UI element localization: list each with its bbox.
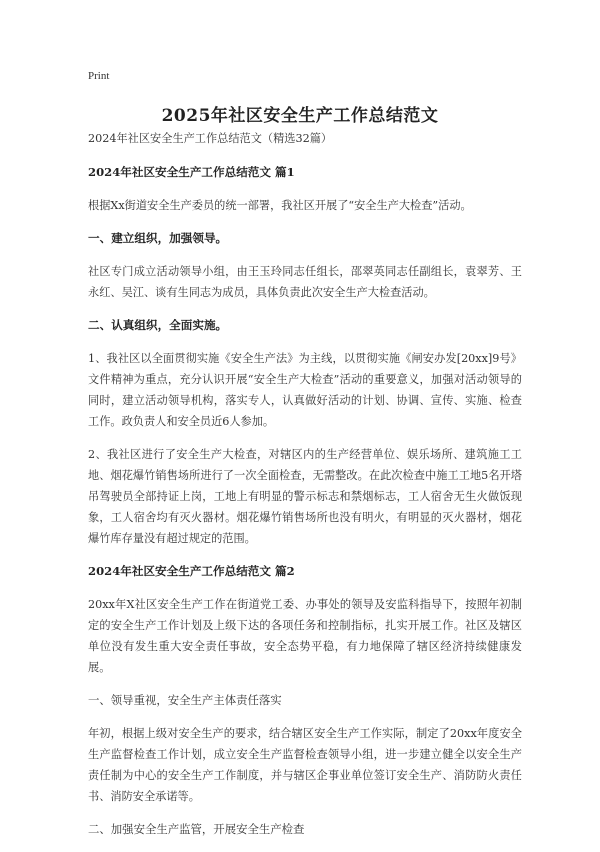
article2-heading: 2024年社区安全生产工作总结范文 篇2 <box>88 564 295 578</box>
article2-section1-text: 年初，根据上级对安全生产的要求，结合辖区安全生产工作实际，制定了20xx年度安全生产监督检查工作计划，成立安全生产监督检查领导小组，进一步建立健全以安全生产责任制为中心的安全生产工作制度，并与辖区企事业单位签订安全生产、消防防火责任书、消防安全承诺等。 <box>88 727 522 803</box>
article2-section2-heading: 二、加强安全生产监管，开展安全生产检查 <box>88 822 305 836</box>
print-link[interactable]: Print <box>88 70 110 82</box>
article1-section1-text: 社区专门成立活动领导小组，由王玉玲同志任组长，邵翠英同志任副组长，袁翠芳、王永红、吴江、谈有生同志为成员，具体负责此次安全生产大检查活动。 <box>88 265 522 299</box>
document-subtitle: 2024年社区安全生产工作总结范文（精选32篇） <box>88 132 333 145</box>
article1-section1-heading: 一、建立组织，加强领导。 <box>88 231 228 245</box>
article1-section2-paragraph1: 1、我社区以全面贯彻实施《安全生产法》为主线，以贯彻实施《闸安办发[20xx]9号》文件精神为重点，充分认识开展“安全生产大检查”活动的重要意义，加强对活动领导的同时，建立活动领导机构，落实专人，认真做好活动的计划、协调、宣传、实施、检查工作。政负责人和安全员近6人参加。 <box>88 352 522 428</box>
article1-section2-paragraph2: 2、我社区进行了安全生产大检查，对辖区内的生产经营单位、娱乐场所、建筑施工工地、烟花爆竹销售场所进行了一次全面检查，无需整改。在此次检查中施工工地5名开塔吊驾驶员全部持证上岗，工地上有明显的警示标志和禁烟标志，工人宿舍无生火做饭现象，工人宿舍均有灭火器材。烟花爆竹销售场所也没有明火，有明显的灭火器材，烟花爆竹库存量没有超过规定的范围。 <box>88 448 522 545</box>
article2-intro: 20xx年X社区安全生产工作在街道党工委、办事处的领导及安监科指导下，按照年初制定的安全生产工作计划及上级下达的各项任务和控制指标，扎实开展工作。社区及辖区单位没有发生重大安全责任事故，安全态势平稳，有力地保障了辖区经济持续健康发展。 <box>88 598 522 674</box>
article2-section1-heading: 一、领导重视，安全生产主体责任落实 <box>88 693 282 707</box>
article1-heading: 2024年社区安全生产工作总结范文 篇1 <box>88 165 295 179</box>
page-title: 2025年社区安全生产工作总结范文 <box>161 106 439 126</box>
article1-section2-heading: 二、认真组织，全面实施。 <box>88 318 228 332</box>
article1-intro: 根据Xx街道安全生产委员的统一部署，我社区开展了“安全生产大检查”活动。 <box>88 199 472 212</box>
article-content <box>88 128 522 852</box>
